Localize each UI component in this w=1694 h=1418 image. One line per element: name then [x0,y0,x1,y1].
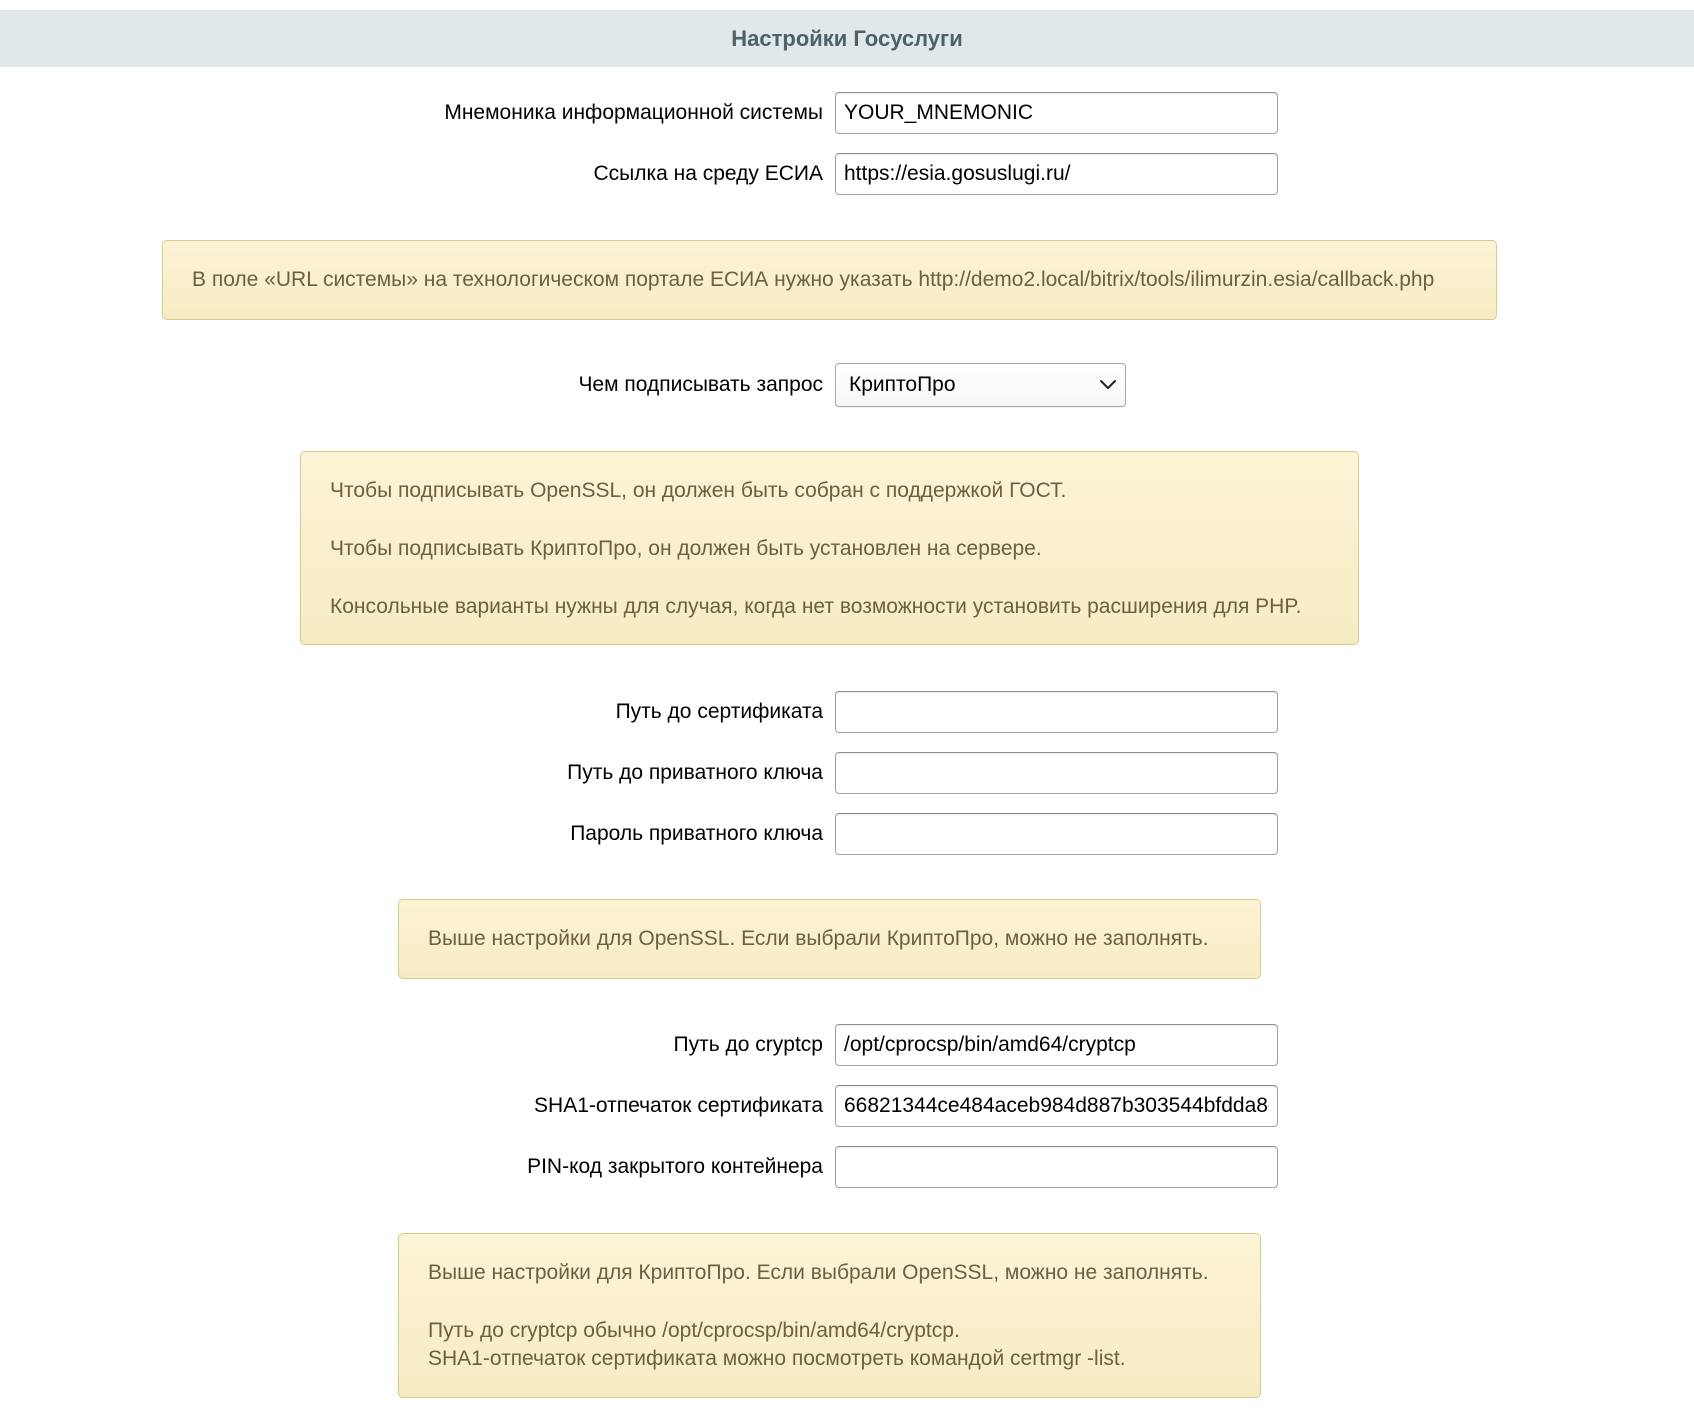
mnemonic-input[interactable] [835,92,1278,134]
cryptcp-path-label: Путь до cryptcp [673,1033,823,1056]
cert-path-input[interactable] [835,691,1278,733]
signing-note-console: Консольные варианты нужны для случая, когда нет возможности установить расширения для PHP. [330,595,1302,618]
settings-header [0,10,1694,67]
cert-sha1-input[interactable] [835,1085,1278,1127]
esia-url-label: Ссылка на среду ЕСИА [593,162,823,185]
cryptopro-note-sha1: SHA1-отпечаток сертификата можно посмотреть командой certmgr -list. [428,1347,1126,1370]
cert-path-row [0,690,1694,734]
cert-path-label: Путь до сертификата [615,700,823,723]
private-key-password-row [0,812,1694,856]
container-pin-input[interactable] [835,1146,1278,1188]
private-key-password-input[interactable] [835,813,1278,855]
callback-url-note-text: В поле «URL системы» на технологическом портале ЕСИА нужно указать http://demo2.local/bitrix/tools/ilimurzin.esia/callback.php [192,268,1435,291]
signing-info-note [300,451,1359,645]
private-key-path-input[interactable] [835,752,1278,794]
cryptcp-path-input[interactable] [835,1024,1278,1066]
sign-method-selected-value: КриптоПро [849,373,956,396]
signing-note-cryptopro: Чтобы подписывать КриптоПро, он должен быть установлен на сервере. [330,537,1042,560]
cryptopro-note-intro: Выше настройки для КриптоПро. Если выбрали OpenSSL, можно не заполнять. [428,1261,1209,1284]
callback-url-note [162,240,1497,320]
openssl-note [398,899,1261,979]
cryptopro-note [398,1233,1261,1398]
sign-method-select[interactable] [835,363,1126,407]
private-key-path-label: Путь до приватного ключа [567,761,823,784]
esia-url-row [0,152,1694,196]
cert-sha1-label: SHA1-отпечаток сертификата [534,1094,823,1117]
openssl-note-text: Выше настройки для OpenSSL. Если выбрали КриптоПро, можно не заполнять. [428,927,1209,950]
sign-method-label: Чем подписывать запрос [578,373,823,396]
cryptopro-note-cryptcp-path: Путь до cryptcp обычно /opt/cprocsp/bin/amd64/cryptcp. [428,1319,960,1342]
cert-sha1-row [0,1084,1694,1128]
sign-method-row [0,363,1694,407]
page-title: Настройки Госуслуги [731,25,963,51]
cryptcp-path-row [0,1023,1694,1067]
signing-note-openssl: Чтобы подписывать OpenSSL, он должен быть собран с поддержкой ГОСТ. [330,479,1067,502]
chevron-down-icon [1098,375,1118,395]
container-pin-label: PIN-код закрытого контейнера [527,1155,823,1178]
mnemonic-label: Мнемоника информационной системы [444,101,823,124]
private-key-path-row [0,751,1694,795]
esia-url-input[interactable] [835,153,1278,195]
container-pin-row [0,1145,1694,1189]
private-key-password-label: Пароль приватного ключа [570,822,823,845]
mnemonic-row [0,91,1694,135]
